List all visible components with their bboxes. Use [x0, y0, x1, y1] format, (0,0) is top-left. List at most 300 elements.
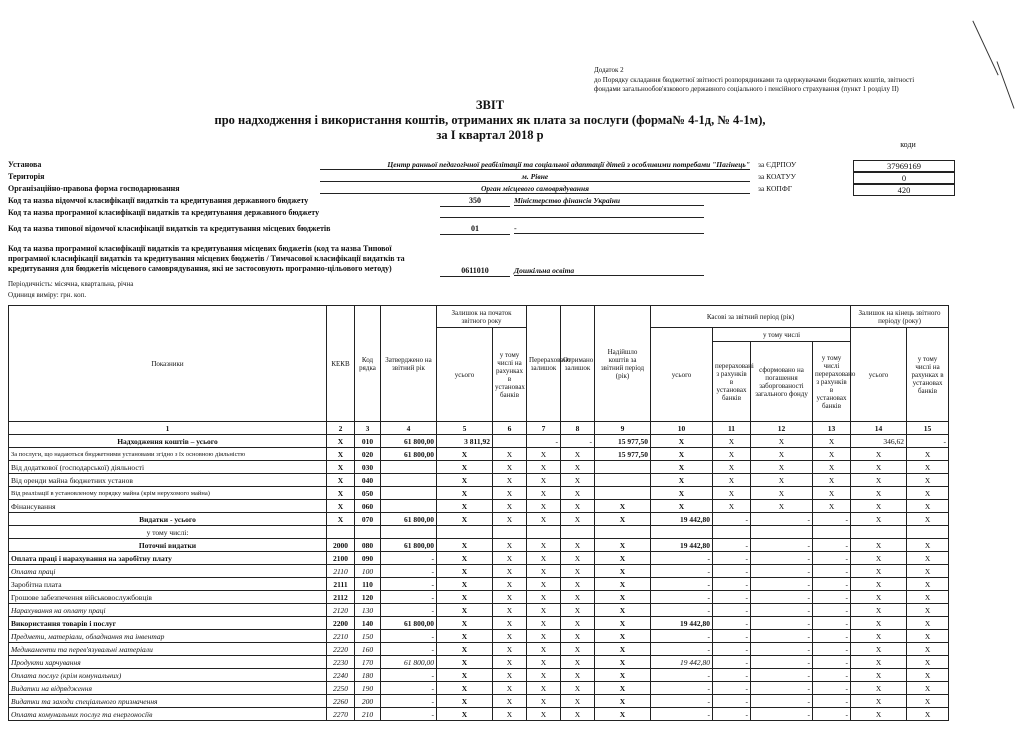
row-cell: 070 — [355, 513, 381, 526]
header-received-period: Надійшло коштів за звітний період (рік) — [595, 306, 651, 422]
row-cell: - — [751, 682, 813, 695]
codes-header: коди — [900, 140, 916, 149]
row-label: Грошове забезпечення військовослужбовців — [9, 591, 327, 604]
row-cell: 61 800,00 — [381, 539, 437, 552]
header-bs-total: усього — [437, 328, 493, 422]
row-cell: - — [651, 565, 713, 578]
row-cell: 19 442,80 — [651, 539, 713, 552]
row-cell: X — [327, 500, 355, 513]
row-label: у тому числі: — [9, 526, 327, 539]
row-cell: 2100 — [327, 552, 355, 565]
column-number: 10 — [651, 422, 713, 435]
table-row — [9, 513, 949, 526]
code-label-edrpou: за ЄДРПОУ — [758, 160, 797, 169]
row-cell: - — [651, 695, 713, 708]
row-cell: X — [493, 708, 527, 721]
row-cell: X — [437, 604, 493, 617]
row-cell: X — [907, 669, 949, 682]
row-cell: X — [907, 474, 949, 487]
value-legal-form: Орган місцевого самоврядування — [320, 184, 750, 194]
row-label: Продукти харчування — [9, 656, 327, 669]
header-indicators: Показники — [9, 306, 327, 422]
row-cell: - — [813, 513, 851, 526]
row-cell: 050 — [355, 487, 381, 500]
header-cash-total: усього — [651, 328, 713, 422]
table-row — [9, 539, 949, 552]
row-cell: X — [851, 565, 907, 578]
row-cell: - — [381, 695, 437, 708]
row-cell: X — [713, 461, 751, 474]
row-cell: X — [437, 630, 493, 643]
row-label: Предмети, матеріали, обладнання та інвентар — [9, 630, 327, 643]
row-label: Оплата праці — [9, 565, 327, 578]
row-cell: X — [327, 448, 355, 461]
column-number: 8 — [561, 422, 595, 435]
row-cell: X — [327, 474, 355, 487]
row-cell: 040 — [355, 474, 381, 487]
scan-mark — [996, 61, 1014, 108]
row-cell: X — [907, 695, 949, 708]
row-cell: X — [713, 435, 751, 448]
row-cell: 210 — [355, 708, 381, 721]
row-cell: X — [851, 500, 907, 513]
row-cell: - — [751, 630, 813, 643]
value-dept-name: Міністерство фінансів України — [514, 196, 704, 206]
row-cell: X — [437, 487, 493, 500]
row-cell: X — [561, 669, 595, 682]
row-cell: 010 — [355, 435, 381, 448]
row-cell: X — [751, 487, 813, 500]
row-cell: X — [907, 643, 949, 656]
row-cell: 15 977,50 — [595, 435, 651, 448]
row-cell: X — [561, 591, 595, 604]
row-cell: X — [907, 539, 949, 552]
table-row — [9, 617, 949, 630]
row-cell — [595, 526, 651, 539]
row-cell: 100 — [355, 565, 381, 578]
table-row — [9, 591, 949, 604]
row-cell: X — [851, 487, 907, 500]
label-prog-local-line: програмної класифікації видатків та кредитування місцевих бюджетів / Тимчасової класифікації видатків та — [8, 254, 405, 263]
row-cell: 140 — [355, 617, 381, 630]
value-prog-local-name: Дошкільна освіта — [514, 266, 704, 276]
row-label: Видатки на відрядження — [9, 682, 327, 695]
row-cell: 19 442,80 — [651, 513, 713, 526]
row-cell: X — [595, 513, 651, 526]
row-cell: X — [713, 448, 751, 461]
row-cell — [813, 526, 851, 539]
row-cell: X — [527, 591, 561, 604]
row-cell: X — [595, 630, 651, 643]
row-cell: X — [651, 500, 713, 513]
row-cell: X — [493, 617, 527, 630]
row-cell: X — [561, 617, 595, 630]
row-label: Медикаменти та перев'язувальні матеріали — [9, 643, 327, 656]
column-number: 13 — [813, 422, 851, 435]
row-cell: X — [751, 448, 813, 461]
header-row-code: Код рядка — [355, 306, 381, 422]
row-cell: - — [813, 565, 851, 578]
row-cell: 15 977,50 — [595, 448, 651, 461]
code-value-edrpou: 37969169 — [853, 160, 955, 172]
row-cell: X — [751, 500, 813, 513]
row-cell: - — [381, 630, 437, 643]
column-number: 2 — [327, 422, 355, 435]
row-cell: X — [437, 682, 493, 695]
scan-mark — [972, 21, 998, 76]
row-cell — [651, 526, 713, 539]
row-cell: X — [437, 656, 493, 669]
row-cell: 346,62 — [851, 435, 907, 448]
row-cell: 030 — [355, 461, 381, 474]
header-balance-start: Залишок на початок звітного року — [437, 306, 527, 328]
table-row — [9, 435, 949, 448]
row-cell: - — [651, 604, 713, 617]
row-cell: X — [493, 591, 527, 604]
row-cell: X — [595, 682, 651, 695]
row-cell: X — [493, 474, 527, 487]
row-cell: X — [561, 656, 595, 669]
row-cell: - — [751, 539, 813, 552]
row-cell: - — [813, 578, 851, 591]
row-cell: X — [493, 630, 527, 643]
row-cell: 61 800,00 — [381, 448, 437, 461]
row-cell: X — [813, 448, 851, 461]
row-cell — [527, 526, 561, 539]
row-cell: - — [651, 643, 713, 656]
row-label: Фінансування — [9, 500, 327, 513]
row-cell: 060 — [355, 500, 381, 513]
row-cell: - — [813, 643, 851, 656]
code-value-koatuu: 0 — [853, 172, 955, 184]
row-cell: - — [381, 669, 437, 682]
column-number: 5 — [437, 422, 493, 435]
row-label: За послуги, що надаються бюджетними установами згідно з їх основною діяльністю — [9, 448, 327, 461]
row-cell: X — [651, 448, 713, 461]
row-cell: - — [813, 695, 851, 708]
row-cell: X — [437, 643, 493, 656]
row-cell: X — [527, 552, 561, 565]
row-cell — [907, 526, 949, 539]
table-row — [9, 708, 949, 721]
table-row — [9, 604, 949, 617]
row-cell: X — [851, 591, 907, 604]
row-cell: X — [751, 474, 813, 487]
row-cell: - — [751, 513, 813, 526]
label-prog-local-line: кредитування для бюджетів місцевого самоврядування, які не застосовують програмно-цільового методу) — [8, 264, 392, 273]
table-row — [9, 656, 949, 669]
row-cell: X — [493, 513, 527, 526]
row-cell — [595, 474, 651, 487]
row-label: Нарахування на оплату праці — [9, 604, 327, 617]
row-cell: 61 800,00 — [381, 656, 437, 669]
row-cell: 2112 — [327, 591, 355, 604]
row-cell: X — [437, 591, 493, 604]
row-cell: - — [713, 669, 751, 682]
row-cell: 2270 — [327, 708, 355, 721]
table-row — [9, 500, 949, 513]
row-cell: X — [907, 630, 949, 643]
row-cell: 150 — [355, 630, 381, 643]
row-cell: X — [527, 695, 561, 708]
row-cell: 120 — [355, 591, 381, 604]
row-cell: X — [851, 604, 907, 617]
row-cell: - — [713, 552, 751, 565]
row-cell: - — [651, 578, 713, 591]
row-cell — [851, 526, 907, 539]
row-cell: X — [907, 708, 949, 721]
row-cell: - — [751, 643, 813, 656]
table-row — [9, 448, 949, 461]
row-cell: X — [561, 448, 595, 461]
row-cell: X — [851, 669, 907, 682]
value-typical-code: 01 — [440, 224, 510, 235]
row-cell: - — [713, 643, 751, 656]
table-row — [9, 552, 949, 565]
row-cell: - — [751, 552, 813, 565]
row-cell: - — [651, 708, 713, 721]
row-cell: X — [493, 552, 527, 565]
row-cell: X — [561, 578, 595, 591]
row-cell: X — [851, 513, 907, 526]
row-cell: - — [907, 435, 949, 448]
row-cell: X — [493, 695, 527, 708]
row-cell: - — [713, 695, 751, 708]
table-row — [9, 487, 949, 500]
column-number: 6 — [493, 422, 527, 435]
row-cell: X — [851, 474, 907, 487]
row-cell: - — [381, 578, 437, 591]
row-cell: X — [527, 500, 561, 513]
row-cell: X — [851, 695, 907, 708]
row-label: Від реалізації в установленому порядку майна (крім нерухомого майна) — [9, 487, 327, 500]
row-cell: X — [561, 630, 595, 643]
row-cell: - — [651, 682, 713, 695]
row-cell: X — [527, 474, 561, 487]
blank-prog-state — [440, 208, 704, 218]
row-cell: X — [813, 474, 851, 487]
value-territory: м. Рівне — [320, 172, 750, 182]
row-label: Видатки - усього — [9, 513, 327, 526]
row-cell: X — [713, 474, 751, 487]
row-cell: X — [851, 643, 907, 656]
row-cell: - — [381, 591, 437, 604]
column-number: 9 — [595, 422, 651, 435]
label-typical: Код та назва типової відомчої класифікації видатків та кредитування місцевих бюджетів — [8, 224, 331, 233]
row-cell: X — [493, 682, 527, 695]
row-cell: X — [595, 643, 651, 656]
label-prog-local — [8, 244, 405, 274]
row-cell: X — [527, 617, 561, 630]
row-cell: X — [527, 643, 561, 656]
row-cell: - — [751, 578, 813, 591]
row-cell: 19 442,80 — [651, 656, 713, 669]
row-cell: 2250 — [327, 682, 355, 695]
row-cell: X — [493, 461, 527, 474]
row-cell: 080 — [355, 539, 381, 552]
table-row — [9, 461, 949, 474]
table-row — [9, 526, 949, 539]
row-cell: X — [493, 669, 527, 682]
table-row — [9, 578, 949, 591]
row-cell: X — [561, 682, 595, 695]
row-cell: X — [527, 565, 561, 578]
row-cell: X — [595, 669, 651, 682]
row-cell: 160 — [355, 643, 381, 656]
header-be-total: усього — [851, 328, 907, 422]
row-cell: - — [561, 435, 595, 448]
column-number: 3 — [355, 422, 381, 435]
column-number: 15 — [907, 422, 949, 435]
header-debt-repay: сформовано на погашення заборгованості загального фонду — [751, 342, 813, 422]
row-cell: X — [527, 578, 561, 591]
row-cell: X — [907, 461, 949, 474]
row-cell: 110 — [355, 578, 381, 591]
value-dept-code: 350 — [440, 196, 510, 207]
row-cell: X — [437, 474, 493, 487]
row-label: Видатки та заходи спеціального призначення — [9, 695, 327, 708]
column-number: 14 — [851, 422, 907, 435]
value-typical-dash: - — [514, 224, 704, 234]
row-cell — [381, 461, 437, 474]
row-cell: 090 — [355, 552, 381, 565]
row-label: Оплата комунальних послуг та енергоносіїв — [9, 708, 327, 721]
header-cash-incl: у тому числі — [713, 328, 851, 342]
row-cell: X — [493, 656, 527, 669]
row-cell: X — [561, 487, 595, 500]
code-label-kopfg: за КОПФГ — [758, 184, 793, 193]
row-cell: X — [493, 565, 527, 578]
row-cell: X — [437, 448, 493, 461]
row-cell: X — [651, 461, 713, 474]
row-cell: - — [651, 669, 713, 682]
row-cell: X — [561, 708, 595, 721]
row-cell: X — [595, 565, 651, 578]
row-cell: 19 442,80 — [651, 617, 713, 630]
row-cell: X — [851, 708, 907, 721]
header-approved: Затверджено на звітний рік — [381, 306, 437, 422]
row-label: Від додаткової (господарської) діяльності — [9, 461, 327, 474]
row-cell: X — [907, 682, 949, 695]
header-transferred-bank: перераховані з рахунків в установах банків — [713, 342, 751, 422]
table-row — [9, 682, 949, 695]
row-cell: X — [561, 474, 595, 487]
row-cell: X — [527, 630, 561, 643]
row-cell: X — [437, 669, 493, 682]
row-cell: X — [493, 643, 527, 656]
row-cell: - — [527, 435, 561, 448]
row-cell: - — [813, 630, 851, 643]
row-cell: - — [713, 617, 751, 630]
row-cell: X — [851, 448, 907, 461]
title-line-3: за I квартал 2018 р — [436, 128, 544, 142]
row-cell: X — [561, 461, 595, 474]
row-cell: X — [851, 539, 907, 552]
row-cell: - — [713, 513, 751, 526]
table-row — [9, 643, 949, 656]
row-cell: X — [595, 656, 651, 669]
row-cell — [561, 526, 595, 539]
label-legal-form: Організаційно-правова форма господарювання — [8, 184, 180, 193]
row-cell: - — [713, 708, 751, 721]
row-cell: 200 — [355, 695, 381, 708]
row-cell: - — [813, 682, 851, 695]
row-cell: - — [713, 630, 751, 643]
row-cell: - — [813, 552, 851, 565]
addendum-line: фондами загальнообов'язкового державного соціального і пенсійного страхування (пункт 1 розділу II) — [594, 85, 899, 93]
row-cell: 2260 — [327, 695, 355, 708]
row-cell: X — [595, 695, 651, 708]
row-cell: X — [851, 461, 907, 474]
title-line-2: про надходження і використання коштів, отриманих як плата за послуги (форма№ 4-1д, № 4-1м), — [214, 113, 766, 127]
row-cell: X — [751, 461, 813, 474]
row-cell: - — [813, 708, 851, 721]
header-be-bank: у тому числі на рахунках в установах банків — [907, 328, 949, 422]
row-cell: X — [493, 500, 527, 513]
row-cell: X — [561, 643, 595, 656]
row-cell: X — [813, 435, 851, 448]
row-cell: X — [527, 682, 561, 695]
row-cell: X — [527, 604, 561, 617]
row-cell: - — [751, 591, 813, 604]
label-territory: Територія — [8, 172, 45, 181]
row-cell: X — [327, 487, 355, 500]
row-cell: X — [437, 617, 493, 630]
row-cell: X — [595, 500, 651, 513]
row-cell: X — [437, 565, 493, 578]
row-cell: X — [437, 513, 493, 526]
row-cell: X — [651, 474, 713, 487]
row-cell: X — [437, 708, 493, 721]
row-cell: X — [751, 435, 813, 448]
row-cell — [381, 500, 437, 513]
row-cell: - — [813, 591, 851, 604]
code-label-koatuu: за КОАТУУ — [758, 172, 796, 181]
row-cell: X — [527, 487, 561, 500]
row-cell: X — [813, 500, 851, 513]
row-cell: 2220 — [327, 643, 355, 656]
row-cell: X — [851, 630, 907, 643]
row-cell — [713, 526, 751, 539]
row-cell: X — [327, 461, 355, 474]
row-cell: - — [713, 604, 751, 617]
row-cell: X — [561, 513, 595, 526]
row-label: Поточні видатки — [9, 539, 327, 552]
row-cell: - — [813, 656, 851, 669]
report-table — [8, 305, 949, 721]
row-cell: X — [595, 617, 651, 630]
row-cell: X — [907, 513, 949, 526]
row-cell: 61 800,00 — [381, 435, 437, 448]
row-cell: 61 800,00 — [381, 617, 437, 630]
row-cell: X — [527, 539, 561, 552]
row-cell: 2230 — [327, 656, 355, 669]
periodicity: Періодичність: місячна, квартальна, річна — [8, 280, 134, 288]
row-cell — [595, 487, 651, 500]
row-cell: X — [437, 695, 493, 708]
row-cell: X — [527, 461, 561, 474]
row-label: Оплата послуг (крім комунальних) — [9, 669, 327, 682]
header-bs-bank: у тому числі на рахунках в установах банків — [493, 328, 527, 422]
row-cell — [381, 487, 437, 500]
row-label: Від оренди майна бюджетних установ — [9, 474, 327, 487]
row-cell — [437, 526, 493, 539]
row-label: Використання товарів і послуг — [9, 617, 327, 630]
value-institution: Центр ранньої педагогічної реабілітації та соціальної адаптації дітей з особливими потребами "Пагінець" — [320, 160, 750, 170]
row-cell: - — [381, 682, 437, 695]
row-cell: 130 — [355, 604, 381, 617]
row-cell: X — [907, 591, 949, 604]
